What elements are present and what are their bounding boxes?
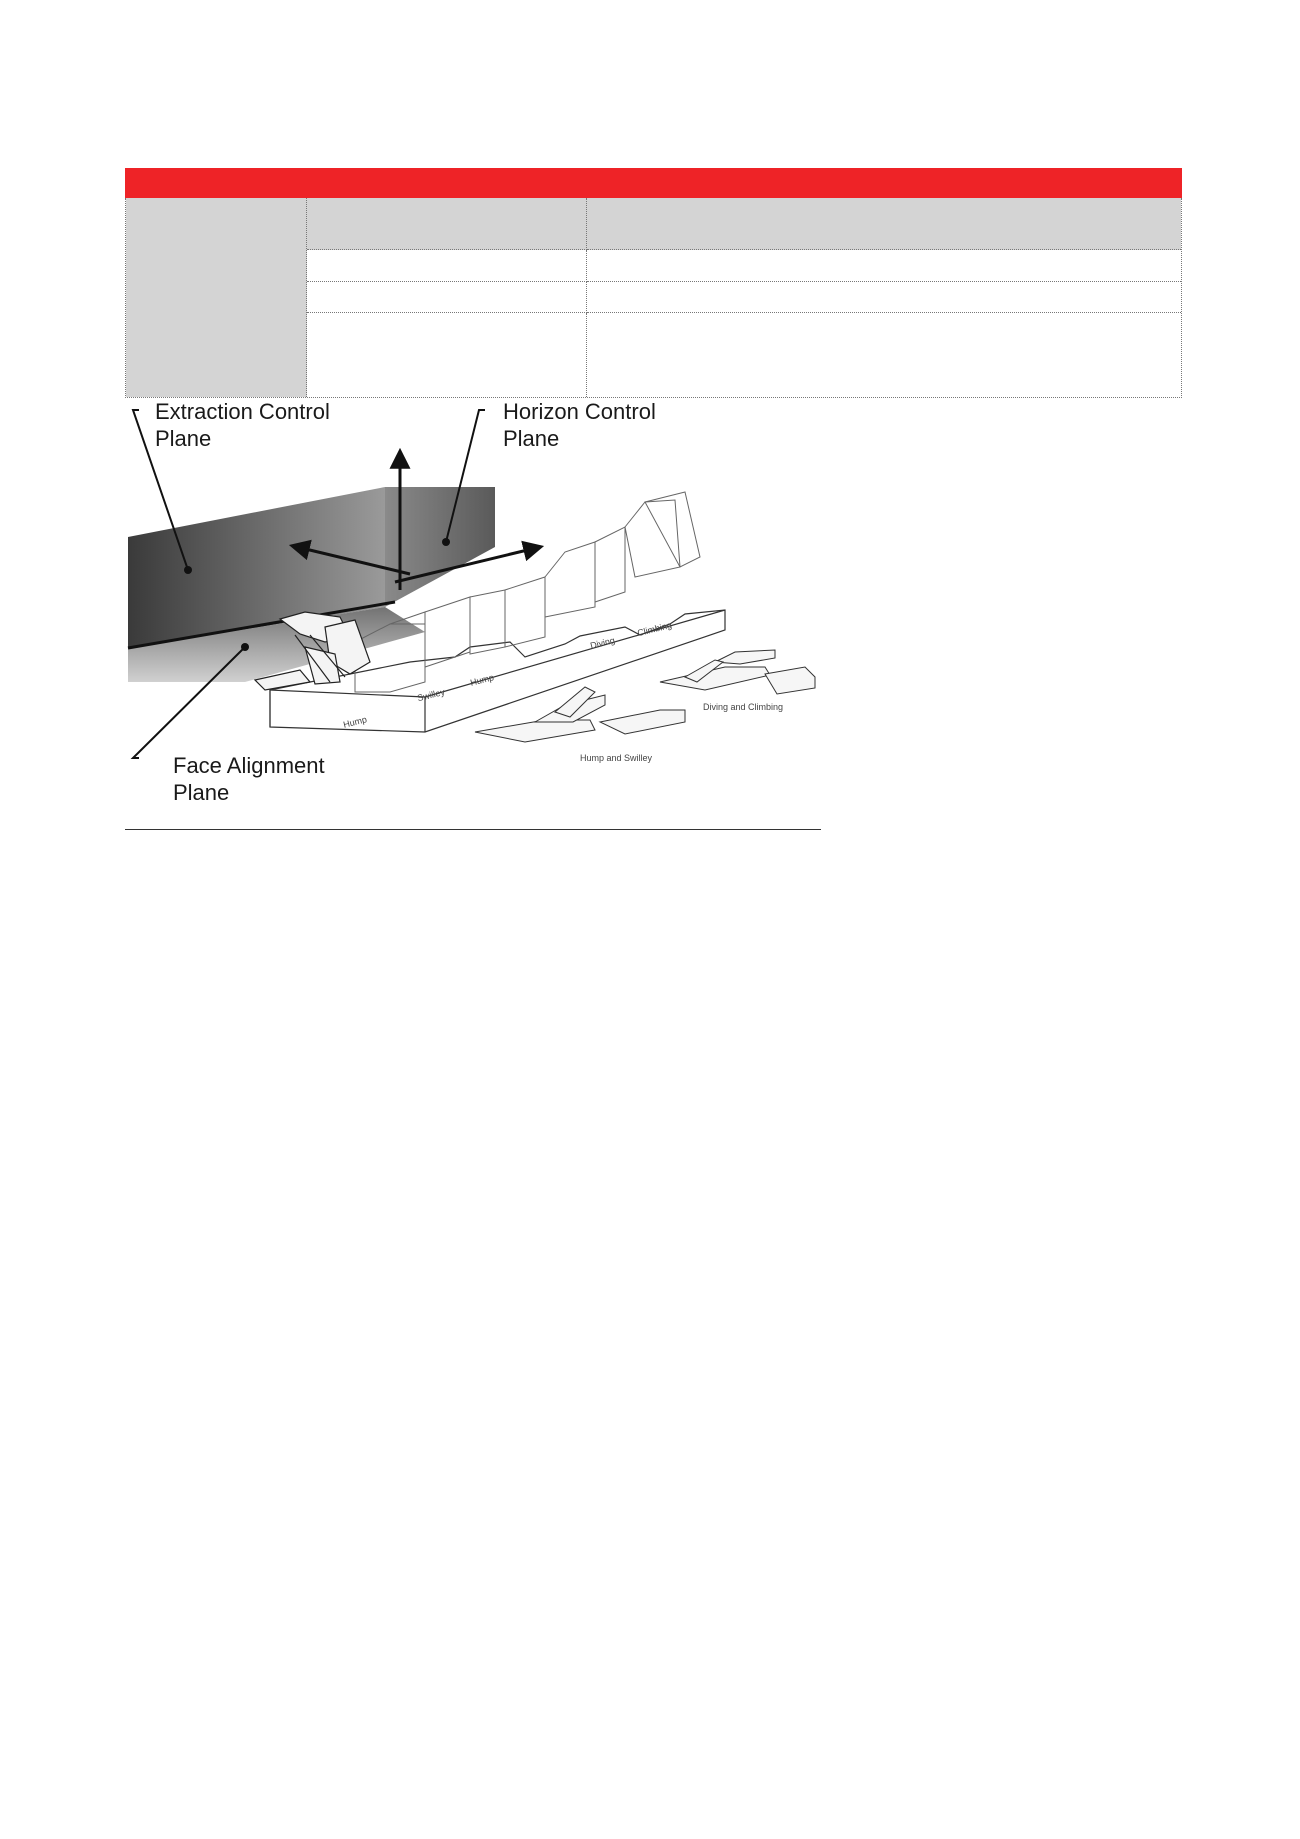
face-alignment-plane-label: Face Alignment Plane — [173, 753, 325, 805]
diagram-label-hump-2: Hump — [469, 672, 495, 688]
table-cell — [587, 282, 1181, 313]
diagram-label-swilley: Swilley — [416, 686, 446, 704]
diagram-label-hump: Hump — [342, 714, 368, 730]
figure-divider — [125, 829, 821, 830]
diving-and-climbing-sketch — [660, 650, 815, 694]
table-cell — [307, 282, 587, 313]
diagram-label-hump-and-swilley: Hump and Swilley — [580, 753, 653, 763]
table-cell — [307, 250, 587, 282]
table-header-bar — [125, 168, 1182, 198]
table-body — [125, 198, 1182, 398]
table-cell — [307, 313, 587, 397]
table-cell — [587, 250, 1181, 282]
table-row-label-cell — [126, 198, 307, 397]
table-column-header-2 — [587, 198, 1181, 250]
horizon-control-plane-label: Horizon Control Plane — [503, 399, 656, 451]
diagram-label-climbing: Climbing — [636, 619, 673, 639]
info-table — [125, 168, 1182, 398]
diagram-label-diving: Diving — [589, 635, 616, 651]
table-column-header-1 — [307, 198, 587, 250]
extraction-control-plane-label: Extraction Control Plane — [155, 399, 330, 451]
longwall-planes-figure — [125, 392, 821, 832]
diagram-label-diving-and-climbing: Diving and Climbing — [703, 702, 784, 712]
table-cell — [587, 313, 1181, 397]
